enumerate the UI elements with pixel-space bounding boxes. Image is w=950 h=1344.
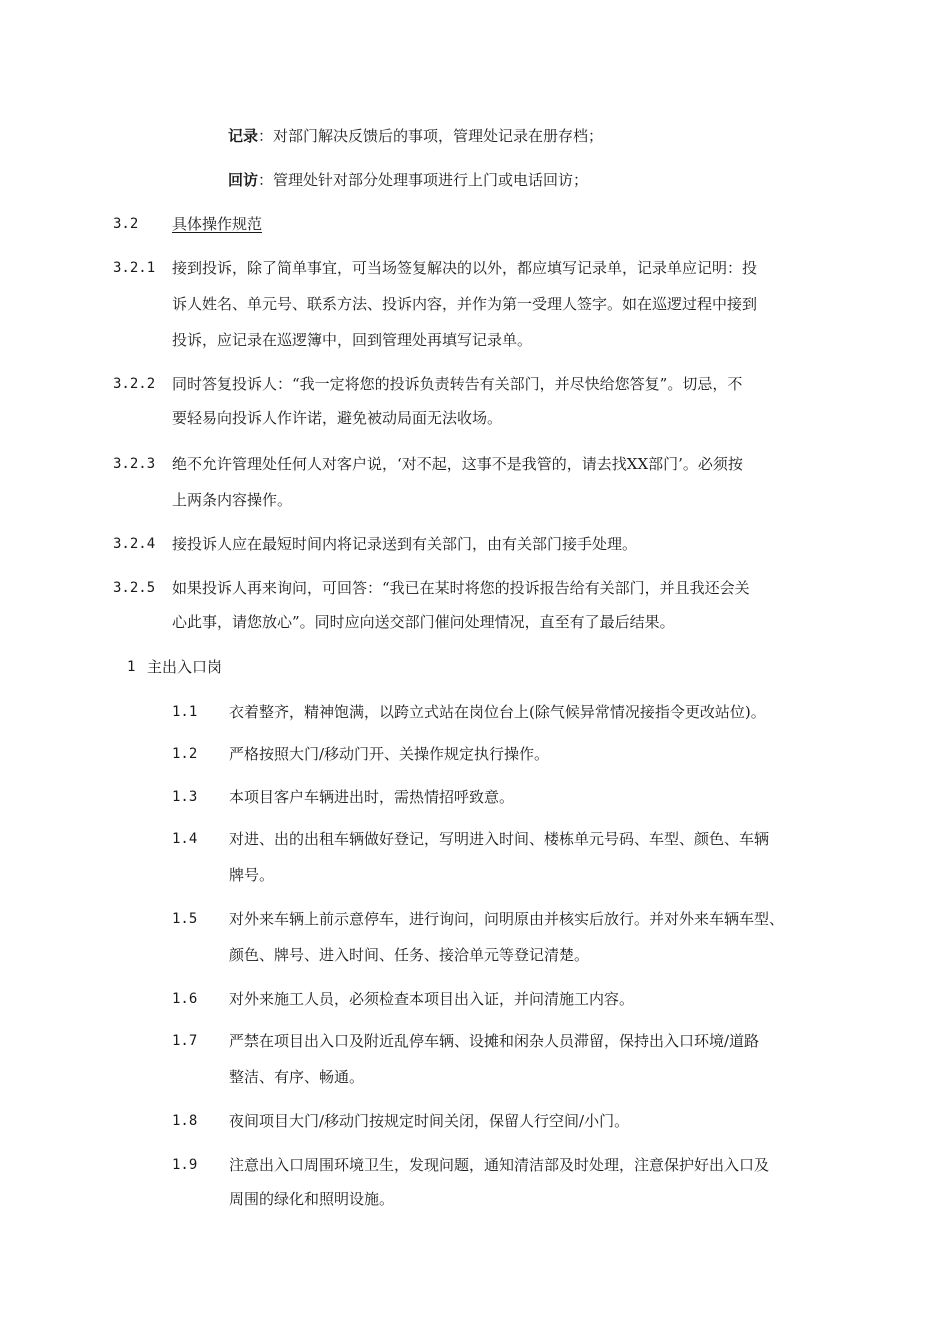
item-number: 1.2: [172, 746, 198, 762]
item-line: 严格按照大门/移动门开、关操作规定执行操作。: [229, 745, 550, 763]
item-number: 1.9: [172, 1157, 198, 1173]
item-line: 衣着整齐，精神饱满，以跨立式站在岗位台上(除气候异常情况接指令更改站位)。: [229, 703, 766, 721]
item-line: 颜色、牌号、进入时间、任务、接洽单元等登记清楚。: [229, 946, 590, 964]
item-line: 绝不允许管理处任何人对客户说，‘对不起，这事不是我管的，请去找XX部门’。必须按: [172, 455, 743, 473]
definition-text: ：管理处针对部分处理事项进行上门或电话回访；: [258, 171, 589, 189]
definition-term: 记录: [228, 127, 259, 145]
section-title: 具体操作规范: [172, 215, 263, 233]
item-number: 3.2.4: [113, 536, 156, 552]
section-number: 3.2: [113, 216, 139, 232]
item-line: 诉人姓名、单元号、联系方法、投诉内容，并作为第一受理人签字。如在巡逻过程中接到: [172, 295, 758, 313]
item-line: 接投诉人应在最短时间内将记录送到有关部门，由有关部门接手处理。: [172, 535, 638, 553]
item-number: 3.2.2: [113, 376, 156, 392]
item-line: 如果投诉人再来询问，可回答：“我已在某时将您的投诉报告给有关部门，并且我还会关: [172, 579, 750, 597]
item-line: 同时答复投诉人：“我一定将您的投诉负责转告有关部门，并尽快给您答复”。切忌，不: [172, 375, 743, 393]
item-number: 3.2.1: [113, 260, 156, 276]
item-line: 严禁在项目出入口及附近乱停车辆、设摊和闲杂人员滞留，保持出入口环境/道路: [229, 1032, 760, 1050]
item-number: 3.2.3: [113, 456, 156, 472]
item-number: 1.5: [172, 911, 198, 927]
definition-record: [228, 126, 603, 146]
item-line: 接到投诉，除了简单事宜，可当场签复解决的以外，都应填写记录单，记录单应记明：投: [172, 259, 758, 277]
item-line: 投诉，应记录在巡逻簿中，回到管理处再填写记录单。: [172, 331, 533, 349]
item-line: 牌号。: [229, 866, 275, 884]
item-number: 1.6: [172, 991, 198, 1007]
item-number: 1.1: [172, 704, 198, 720]
item-line: 上两条内容操作。: [172, 491, 293, 509]
item-line: 对外来施工人员，必须检查本项目出入证，并问清施工内容。: [229, 990, 635, 1008]
item-number: 1.8: [172, 1113, 198, 1129]
item-line: 本项目客户车辆进出时，需热情招呼致意。: [229, 788, 515, 806]
item-line: 夜间项目大门/移动门按规定时间关闭，保留人行空间/小门。: [229, 1112, 630, 1130]
item-line: 对外来车辆上前示意停车，进行询问，问明原由并核实后放行。并对外来车辆车型、: [229, 910, 785, 928]
definition-revisit: [228, 170, 588, 190]
item-line: 要轻易向投诉人作许诺，避免被动局面无法收场。: [172, 409, 503, 427]
item-number: 1.7: [172, 1033, 198, 1049]
item-line: 注意出入口周围环境卫生，发现问题，通知清洁部及时处理，注意保护好出入口及: [229, 1156, 770, 1174]
item-number: 1.4: [172, 831, 198, 847]
section-title: 主出入口岗: [147, 658, 223, 676]
item-number: 1.3: [172, 789, 198, 805]
item-line: 对进、出的出租车辆做好登记，写明进入时间、楼栋单元号码、车型、颜色、车辆: [229, 830, 770, 848]
item-line: 周围的绿化和照明设施。: [229, 1190, 395, 1208]
item-line: 整洁、有序、畅通。: [229, 1068, 365, 1086]
item-line: 心此事，请您放心”。同时应向送交部门催问处理情况，直至有了最后结果。: [172, 613, 675, 631]
item-number: 3.2.5: [113, 580, 156, 596]
section-number: 1: [127, 659, 136, 675]
definition-term: 回访: [228, 171, 259, 189]
definition-text: ：对部门解决反馈后的事项，管理处记录在册存档；: [258, 127, 604, 145]
